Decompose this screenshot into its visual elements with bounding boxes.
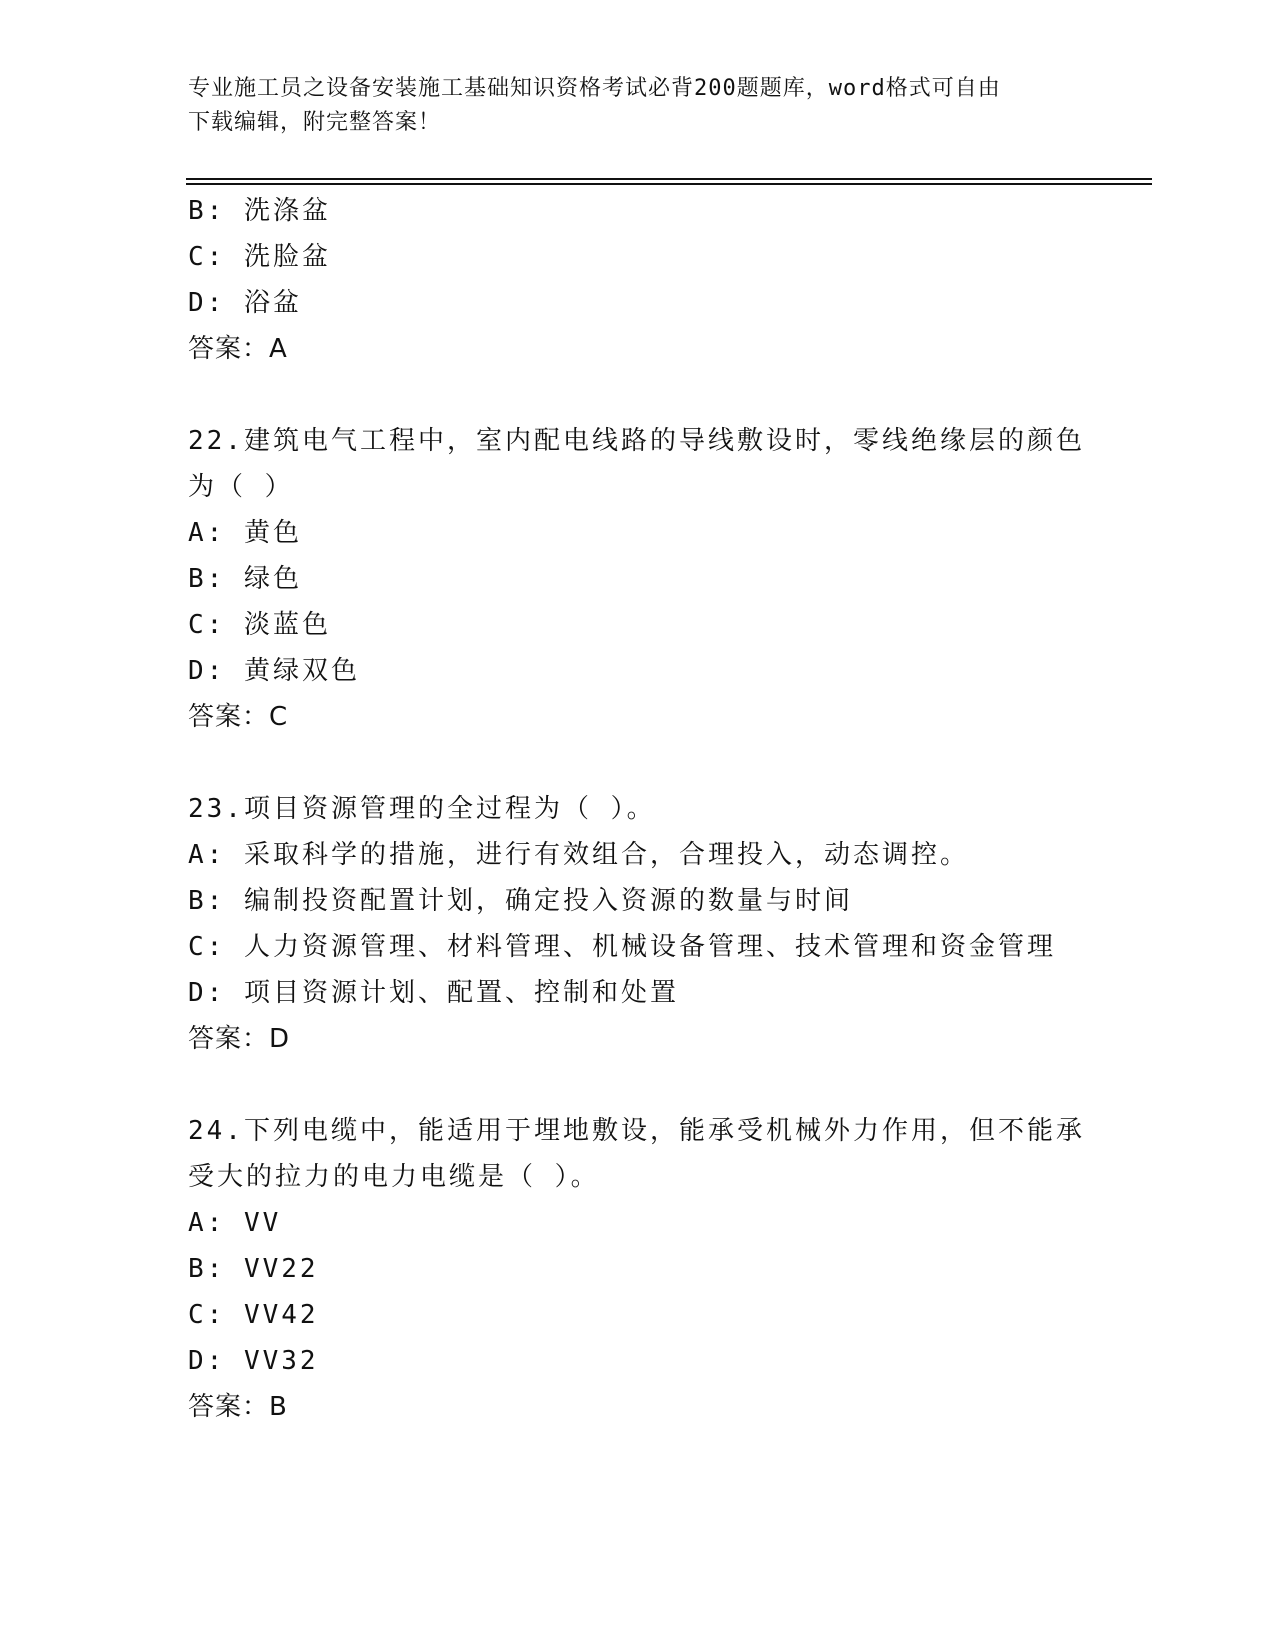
option-c: C: 洗脸盆 bbox=[188, 242, 331, 272]
option-c: C: 人力资源管理、材料管理、机械设备管理、技术管理和资金管理 bbox=[188, 932, 1056, 962]
option-b: B: 编制投资配置计划，确定投入资源的数量与时间 bbox=[188, 886, 853, 916]
document-header bbox=[188, 72, 1068, 140]
option-a: A: VV bbox=[188, 1208, 282, 1238]
question-22 bbox=[188, 418, 1088, 740]
option-b: B: 洗涤盆 bbox=[188, 196, 331, 226]
answer: 答案：C bbox=[188, 702, 289, 732]
question-gap bbox=[188, 372, 1088, 418]
option-c: C: 淡蓝色 bbox=[188, 610, 331, 640]
option-d: D: VV32 bbox=[188, 1346, 319, 1376]
question-list bbox=[188, 188, 1088, 1430]
option-a: A: 采取科学的措施，进行有效组合，合理投入，动态调控。 bbox=[188, 840, 969, 870]
option-b: B: 绿色 bbox=[188, 564, 302, 594]
question-text-line-1: 24.下列电缆中，能适用于埋地敷设，能承受机械外力作用，但不能承 bbox=[188, 1116, 1085, 1146]
answer: 答案：B bbox=[188, 1392, 288, 1422]
question-text-line-1: 22.建筑电气工程中，室内配电线路的导线敷设时，零线绝缘层的颜色 bbox=[188, 426, 1085, 456]
question-24 bbox=[188, 1108, 1088, 1430]
option-c: C: VV42 bbox=[188, 1300, 319, 1330]
answer: 答案：A bbox=[188, 334, 288, 364]
answer: 答案：D bbox=[188, 1024, 291, 1054]
question-gap bbox=[188, 740, 1088, 786]
option-d: D: 黄绿双色 bbox=[188, 656, 360, 686]
question-text-line-2: 受大的拉力的电力电缆是（ ）。 bbox=[188, 1162, 600, 1192]
question-text-line-1: 23.项目资源管理的全过程为（ ）。 bbox=[188, 794, 656, 824]
header-divider-top bbox=[186, 178, 1152, 180]
option-b: B: VV22 bbox=[188, 1254, 319, 1284]
option-a: A: 黄色 bbox=[188, 518, 302, 548]
question-fragment-21 bbox=[188, 188, 1088, 372]
header-divider-bottom bbox=[186, 183, 1152, 185]
header-line-2: 下载编辑，附完整答案！ bbox=[188, 110, 442, 135]
question-text-line-2: 为（ ） bbox=[188, 472, 294, 502]
header-line-1: 专业施工员之设备安装施工基础知识资格考试必背200题题库，word格式可自由 bbox=[188, 76, 1001, 101]
option-d: D: 项目资源计划、配置、控制和处置 bbox=[188, 978, 679, 1008]
question-23 bbox=[188, 786, 1088, 1062]
option-d: D: 浴盆 bbox=[188, 288, 302, 318]
question-gap bbox=[188, 1062, 1088, 1108]
